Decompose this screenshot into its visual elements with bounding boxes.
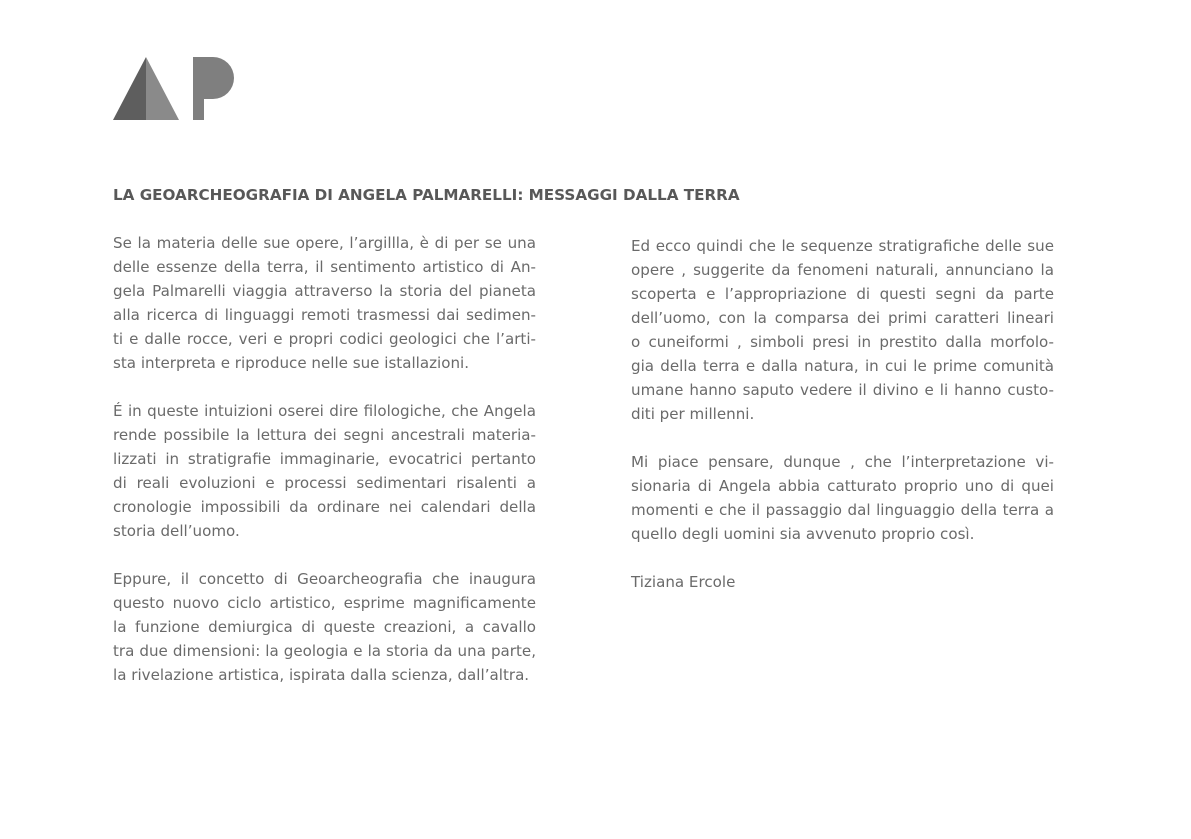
right-column-paragraph [631,450,1054,546]
text-line: sionaria di Angela abbia catturato proprio uno di quei [631,477,1054,495]
author-signature: Tiziana Ercole [631,573,736,591]
text-line: questo nuovo ciclo artistico, esprime magnificamente [113,594,536,612]
left-column-paragraph [113,399,536,543]
logo-p-letter [193,57,234,120]
ap-logo [113,57,237,121]
page-title: LA GEOARCHEOGRAFIA DI ANGELA PALMARELLI: MESSAGGI DALLA TERRA [113,186,740,204]
text-line: dell’uomo, con la comparsa dei primi caratteri lineari [631,309,1054,327]
text-line: momenti e che il passaggio dal linguaggio della terra a [631,501,1054,519]
text-line: lizzati in stratigrafie immaginarie, evocatrici pertanto [113,450,536,468]
text-line: Se la materia delle sue opere, l’argillla, è di per se una [113,234,536,252]
left-column [113,231,536,711]
left-column-paragraph [113,567,536,687]
text-line: quello degli uomini sia avvenuto proprio così. [631,525,975,543]
text-line: tra due dimensioni: la geologia e la storia da una parte, [113,642,536,660]
right-column [631,234,1054,618]
text-line: É in queste intuizioni oserei dire filologiche, che Angela [113,402,536,420]
left-column-paragraph [113,231,536,375]
logo-a-left-facet [113,57,146,120]
text-line: scoperta e l’appropriazione di questi segni da parte [631,285,1054,303]
text-line: gia della terra e dalla natura, in cui le prime comunità [631,357,1054,375]
text-line: diti per millenni. [631,405,755,423]
logo-a-right-facet [146,57,179,120]
text-line: sta interpreta e riproduce nelle sue istallazioni. [113,354,470,372]
text-line: Ed ecco quindi che le sequenze stratigrafiche delle sue [631,237,1054,255]
text-line: la rivelazione artistica, ispirata dalla scienza, dall’altra. [113,666,530,684]
text-line: rende possibile la lettura dei segni ancestrali materia- [113,426,536,444]
text-line: ti e dalle rocce, veri e propri codici geologici che l’arti- [113,330,536,348]
text-line: umane hanno saputo vedere il divino e li hanno custo- [631,381,1054,399]
text-line: Mi piace pensare, dunque , che l’interpretazione vi- [631,453,1054,471]
text-line: o cuneiformi , simboli presi in prestito dalla morfolo- [631,333,1054,351]
text-line: delle essenze della terra, il sentimento artistico di An- [113,258,536,276]
text-line: alla ricerca di linguaggi remoti trasmessi dai sedimen- [113,306,536,324]
text-line: Eppure, il concetto di Geoarcheografia che inaugura [113,570,536,588]
text-line: storia dell’uomo. [113,522,240,540]
text-line: opere , suggerite da fenomeni naturali, annunciano la [631,261,1054,279]
right-column-paragraph [631,234,1054,426]
text-line: di reali evoluzioni e processi sedimentari risalenti a [113,474,536,492]
text-line: gela Palmarelli viaggia attraverso la storia del pianeta [113,282,536,300]
text-line: la funzione demiurgica di queste creazioni, a cavallo [113,618,536,636]
text-line: cronologie impossibili da ordinare nei calendari della [113,498,536,516]
